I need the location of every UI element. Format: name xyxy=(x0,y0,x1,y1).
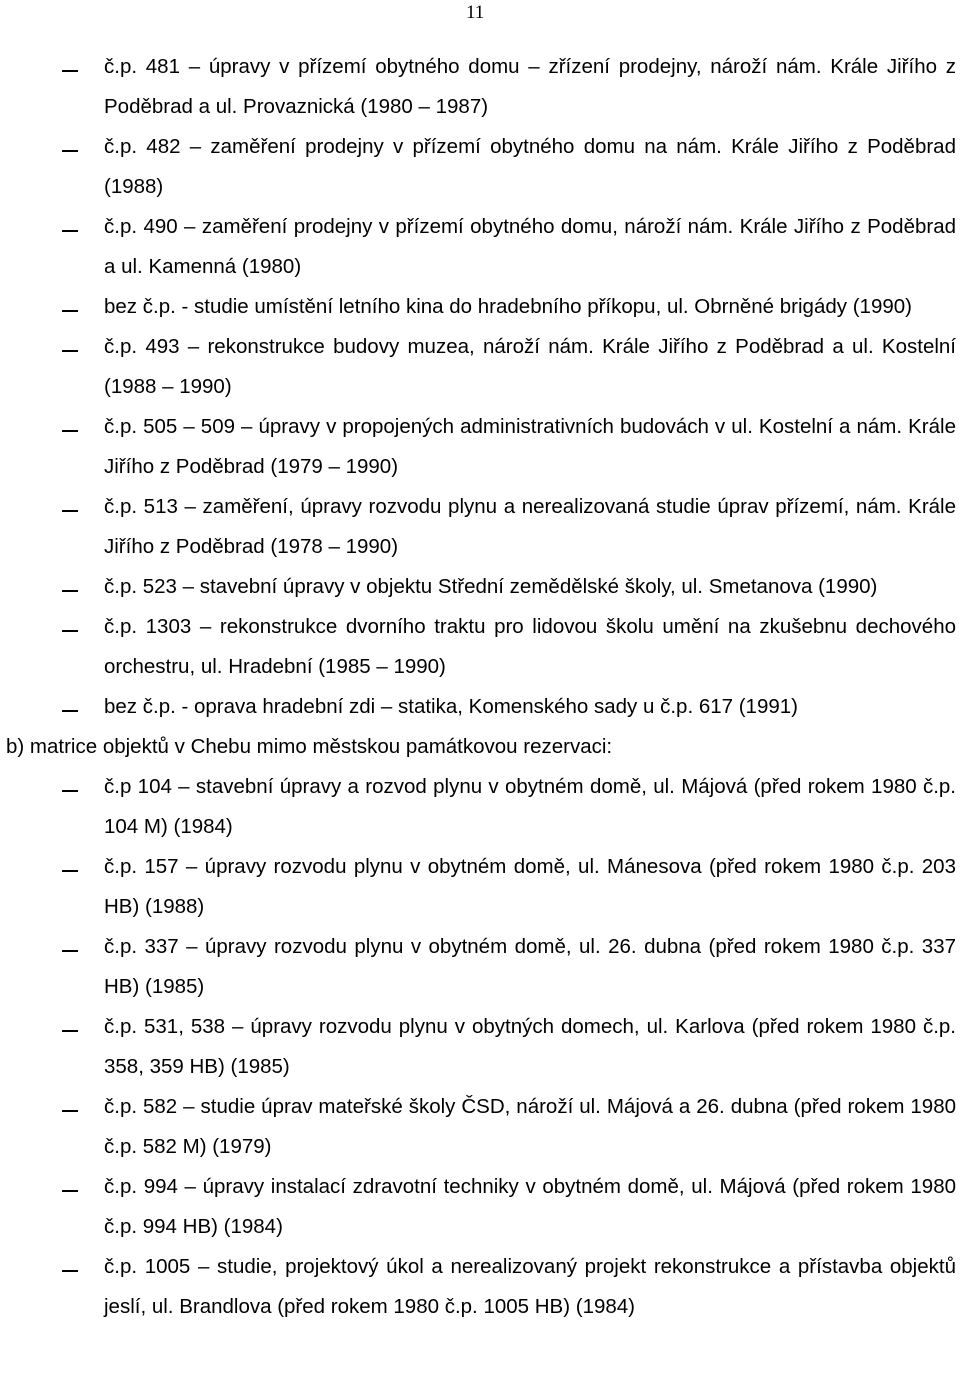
list-item-text: č.p. 531, 538 – úpravy rozvodu plynu v obytných domech, ul. Karlova (před rokem 1980 č.p. 358, 359 HB) (1985) xyxy=(104,1015,956,1078)
list-item-text: č.p. 1005 – studie, projektový úkol a nerealizovaný projekt rekonstrukce a přístavba objektů jeslí, ul. Brandlova (před rokem 1980 č.p. 1005 HB) (1984) xyxy=(104,1255,956,1318)
list-item-text: bez č.p. - oprava hradební zdi – statika, Komenského sady u č.p. 617 (1991) xyxy=(104,695,798,718)
document-body xyxy=(0,47,960,1327)
list-item xyxy=(0,767,960,847)
list-item-text: č.p. 337 – úpravy rozvodu plynu v obytném domě, ul. 26. dubna (před rokem 1980 č.p. 337 HB) (1985) xyxy=(104,935,956,998)
list-item xyxy=(0,687,960,727)
list-item-text: č.p. 513 – zaměření, úpravy rozvodu plynu a nerealizovaná studie úprav přízemí, nám. Krále Jiřího z Poděbrad (1978 – 1990) xyxy=(104,495,956,558)
list-item-text: č.p. 493 – rekonstrukce budovy muzea, nároží nám. Krále Jiřího z Poděbrad a ul. Kostelní (1988 – 1990) xyxy=(104,335,956,398)
list-item-text: č.p. 157 – úpravy rozvodu plynu v obytném domě, ul. Mánesova (před rokem 1980 č.p. 203 HB) (1988) xyxy=(104,855,956,918)
list-item xyxy=(0,127,960,207)
list-item-text: č.p. 505 – 509 – úpravy v propojených administrativních budovách v ul. Kostelní a nám. Krále Jiřího z Poděbrad (1979 – 1990) xyxy=(104,415,956,478)
list-item-text: bez č.p. - studie umístění letního kina do hradebního příkopu, ul. Obrněné brigády (1990) xyxy=(104,295,912,318)
list-item xyxy=(0,1007,960,1087)
list-item-text: č.p 104 – stavební úpravy a rozvod plynu v obytném domě, ul. Májová (před rokem 1980 č.p. 104 M) (1984) xyxy=(104,775,956,838)
list-item xyxy=(0,567,960,607)
list-item-text: č.p. 1303 – rekonstrukce dvorního traktu pro lidovou školu umění na zkušebnu dechového orchestru, ul. Hradební (1985 – 1990) xyxy=(104,615,956,678)
list-item xyxy=(0,1087,960,1167)
list-item xyxy=(0,1167,960,1247)
list-item-text: č.p. 523 – stavební úpravy v objektu Střední zemědělské školy, ul. Smetanova (1990) xyxy=(104,575,878,598)
list-item xyxy=(0,847,960,927)
list-item-text: č.p. 482 – zaměření prodejny v přízemí obytného domu na nám. Krále Jiřího z Poděbrad (1988) xyxy=(104,135,956,198)
list-item xyxy=(0,1247,960,1327)
list-item-text: č.p. 994 – úpravy instalací zdravotní techniky v obytném domě, ul. Májová (před rokem 1980 č.p. 994 HB) (1984) xyxy=(104,1175,956,1238)
list-item xyxy=(0,327,960,407)
list-item-text: č.p. 490 – zaměření prodejny v přízemí obytného domu, nároží nám. Krále Jiřího z Poděbrad a ul. Kamenná (1980) xyxy=(104,215,956,278)
section-heading: b) matrice objektů v Chebu mimo městskou památkovou rezervaci: xyxy=(6,735,613,758)
list-item xyxy=(0,407,960,487)
list-item xyxy=(0,287,960,327)
list-item xyxy=(0,207,960,287)
page-number: 11 xyxy=(466,2,485,23)
list-item xyxy=(0,607,960,687)
list-item xyxy=(0,927,960,1007)
list-item-text: č.p. 481 – úpravy v přízemí obytného domu – zřízení prodejny, nároží nám. Krále Jiřího z Poděbrad a ul. Provaznická (1980 – 1987) xyxy=(104,55,956,118)
list-item-text: č.p. 582 – studie úprav mateřské školy ČSD, nároží ul. Májová a 26. dubna (před rokem 1980 č.p. 582 M) (1979) xyxy=(104,1095,956,1158)
list-item xyxy=(0,487,960,567)
list-item xyxy=(0,47,960,127)
